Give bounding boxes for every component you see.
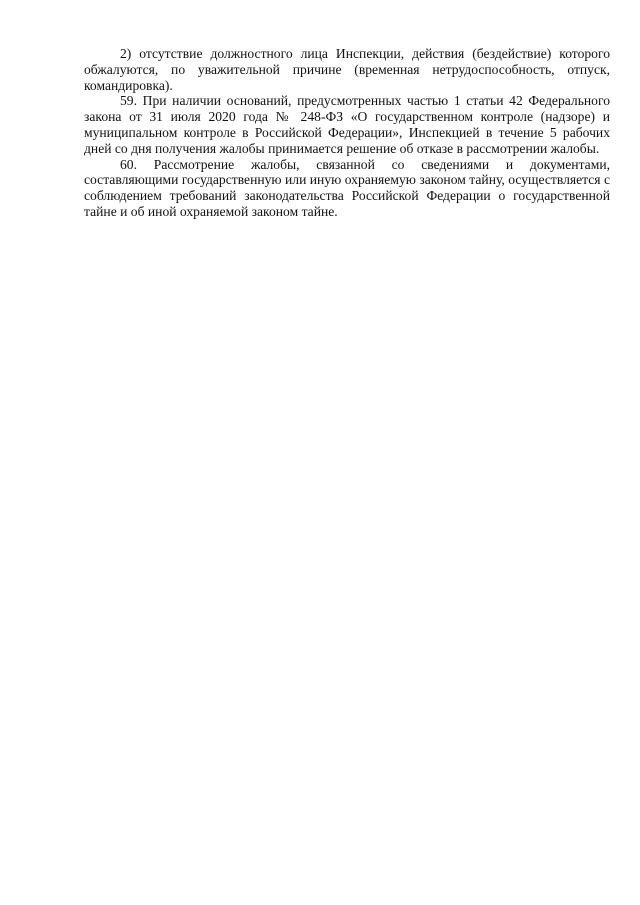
paragraph-59-refusal: 59. При наличии оснований, предусмотренных частью 1 статьи 42 Федерального закона от 31 июля 2020 года № 248-ФЗ «О государственном контроле (надзоре) и муниципальном контроле в Российской Федерации», Инспекцией в течение 5 рабочих дней со дня получения жалобы принимается решение об отказе в рассмотрении жалобы. bbox=[84, 93, 610, 156]
paragraph-60-secret-information: 60. Рассмотрение жалобы, связанной со сведениями и документами, составляющими государственную или иную охраняемую законом тайну, осуществляется с соблюдением требований законодательства Российской Федерации о государственной тайне и об иной охраняемой законом тайне. bbox=[84, 156, 610, 219]
paragraph-item-2-absence: 2) отсутствие должностного лица Инспекции, действия (бездействие) которого обжалуются, по уважительной причине (временная нетрудоспособность, отпуск, командировка). bbox=[84, 46, 610, 93]
document-body bbox=[84, 46, 610, 220]
